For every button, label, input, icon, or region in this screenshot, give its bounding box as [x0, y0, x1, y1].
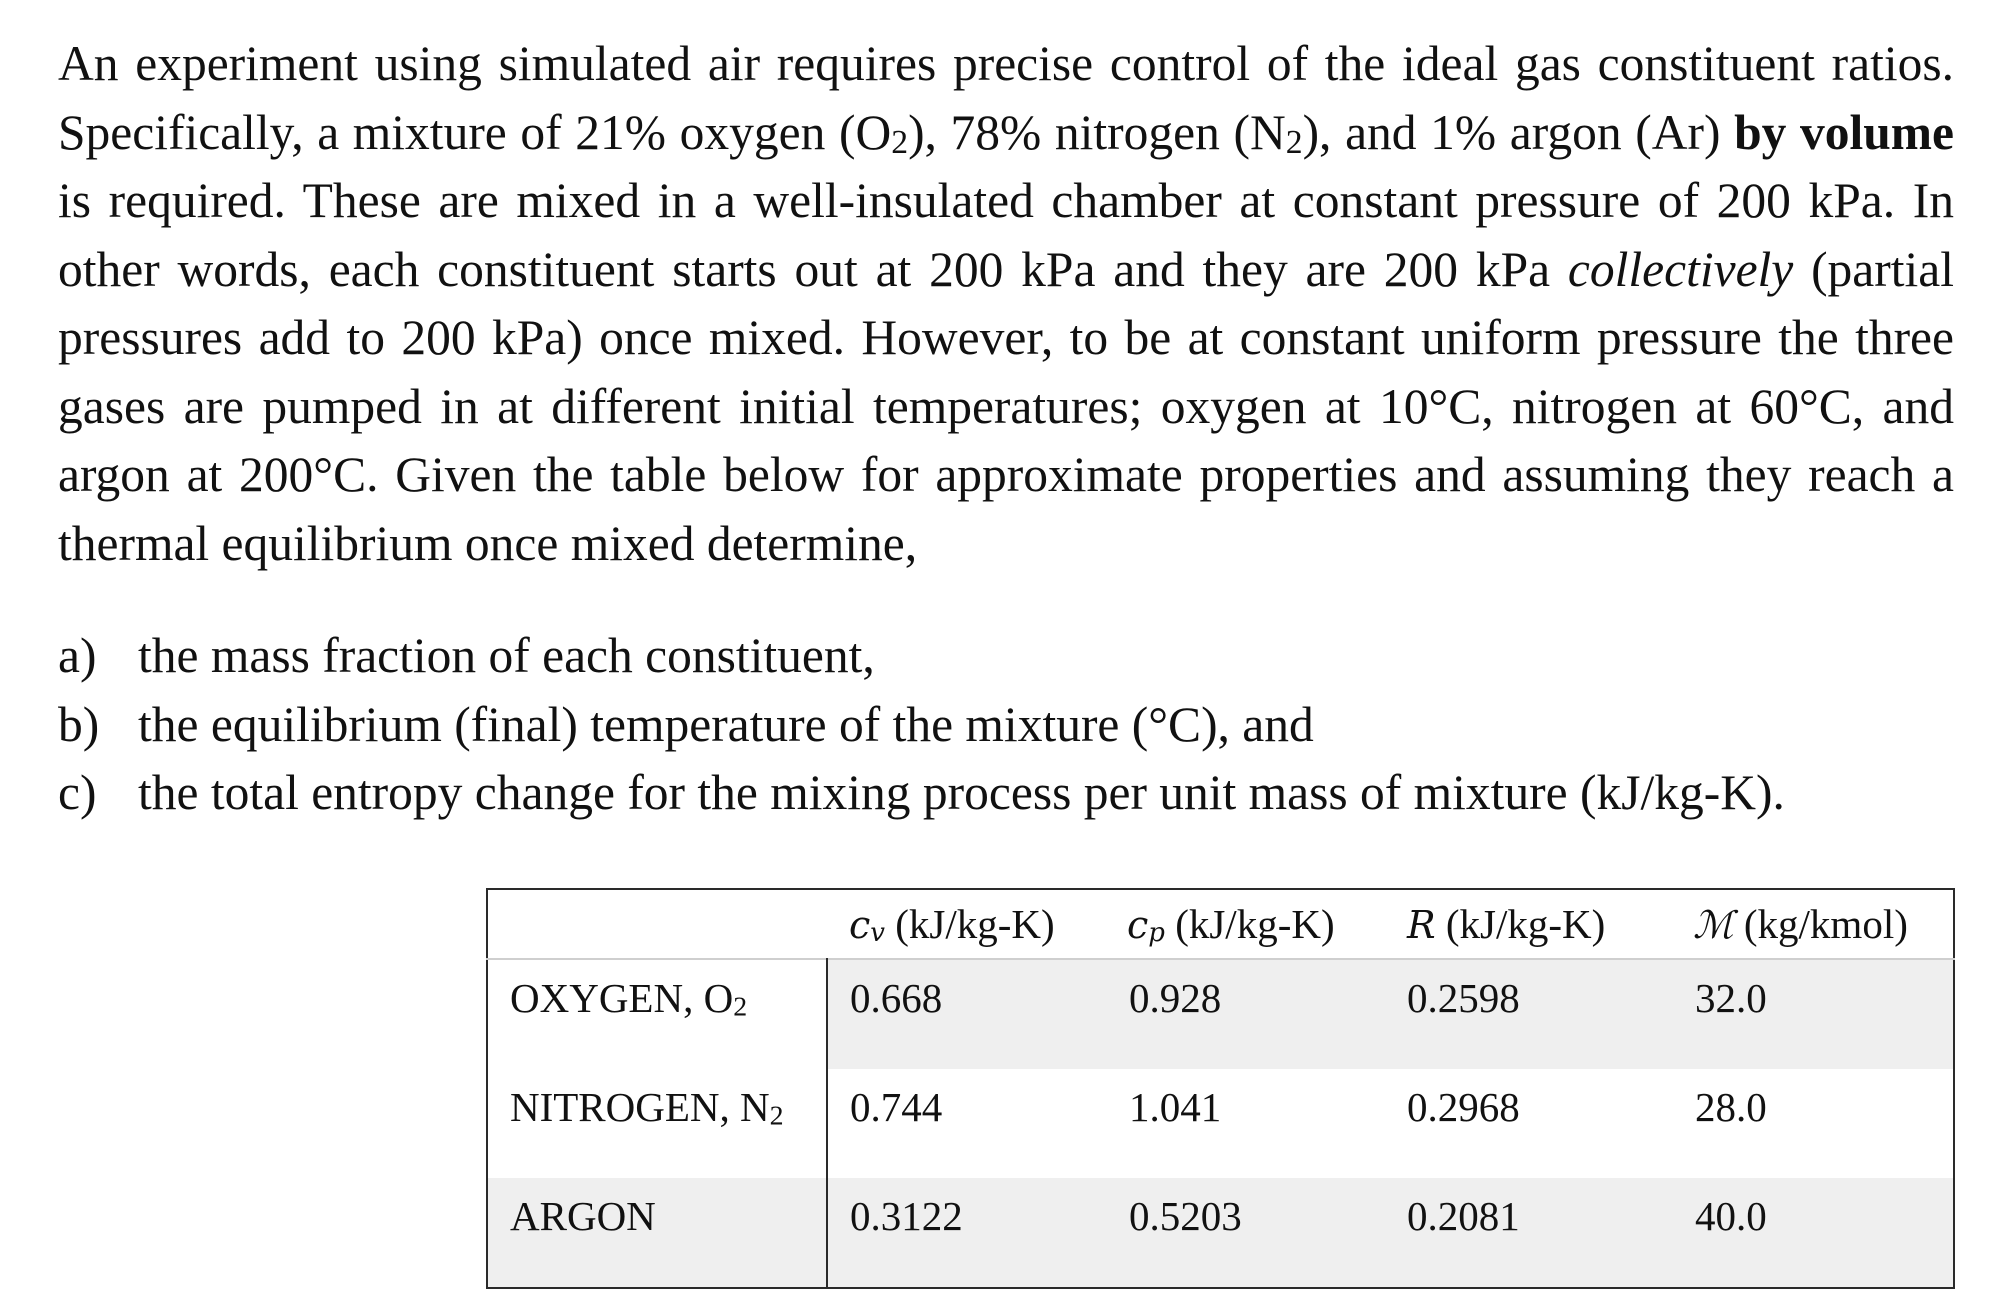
question-item	[58, 622, 1954, 691]
problem-statement	[58, 30, 1954, 578]
cp-value: 1.041	[1129, 1084, 1222, 1130]
question-marker: c)	[58, 765, 97, 820]
o2-subscript: 2	[891, 123, 909, 161]
cp-value: 0.5203	[1107, 1178, 1385, 1288]
statement-text: An experiment using simulated air requires precise control of the ideal gas constituent ratios. Specifically, a mixture of 21% oxygen (O	[58, 36, 1954, 160]
question-item	[58, 759, 1954, 828]
properties-table	[486, 888, 1955, 1289]
header-cp: $c_p$ (kJ/kg-K)	[1127, 901, 1335, 949]
problem-document	[58, 30, 1954, 828]
question-marker: b)	[58, 696, 100, 752]
collectively-emphasis: collectively	[1567, 241, 1794, 297]
header-blank	[487, 889, 827, 959]
molar-mass-value: 28.0	[1695, 1084, 1767, 1130]
n2-subscript: 2	[1285, 123, 1303, 161]
cv-value: 0.744	[850, 1084, 943, 1130]
header-r: R (kJ/kg-K)	[1407, 901, 1606, 947]
molar-mass-value: 40.0	[1653, 1178, 1954, 1288]
table-header-row	[487, 889, 1954, 959]
question-text: the mass fraction of each constituent,	[138, 628, 875, 683]
table-row	[487, 1069, 1954, 1178]
question-marker: a)	[58, 628, 97, 683]
header-molar-mass: ℳ (kg/kmol)	[1693, 901, 1908, 947]
question-text: the total entropy change for the mixing process per unit mass of mixture (kJ/kg-K).	[138, 765, 1785, 820]
r-value: 0.2081	[1385, 1178, 1653, 1288]
gas-name: OXYGEN, $O_2$	[487, 959, 827, 1069]
table-row	[487, 1178, 1954, 1288]
cv-value: 0.668	[827, 959, 1107, 1069]
question-list	[58, 622, 1954, 828]
statement-text: is required. These are mixed in a well-insulated chamber at constant pressure of 200 kPa. In other words, each constituent starts out at 200 kPa and they are 200 kPa	[58, 173, 1954, 297]
question-text: the equilibrium (final) temperature of the mixture (°C), and	[138, 696, 1314, 752]
cp-value: 0.928	[1107, 959, 1385, 1069]
gas-name: NITROGEN, $N_2$	[487, 1069, 827, 1178]
cv-value: 0.3122	[827, 1178, 1107, 1288]
by-volume-emphasis: by volume	[1734, 104, 1954, 160]
statement-text: (partial pressures add to 200 kPa) once mixed. However, to be at constant uniform pressure the three gases are pumped in at different initial temperatures; oxygen at 10°C, nitrogen at 60°C, and argon at 200°C. Given the table below for approximate properties and assuming they reach a thermal equilibrium once mixed determine,	[58, 241, 1954, 571]
r-value: 0.2598	[1385, 959, 1653, 1069]
question-item	[58, 691, 1954, 760]
table-row	[487, 959, 1954, 1069]
statement-text: ), and 1% argon (Ar)	[1302, 104, 1735, 160]
molar-mass-value: 32.0	[1653, 959, 1954, 1069]
gas-name: ARGON	[487, 1178, 827, 1288]
r-value: 0.2968	[1407, 1084, 1520, 1130]
header-cv: $c_v$ (kJ/kg-K)	[849, 901, 1055, 949]
statement-text: ), 78% nitrogen (N	[908, 104, 1286, 160]
